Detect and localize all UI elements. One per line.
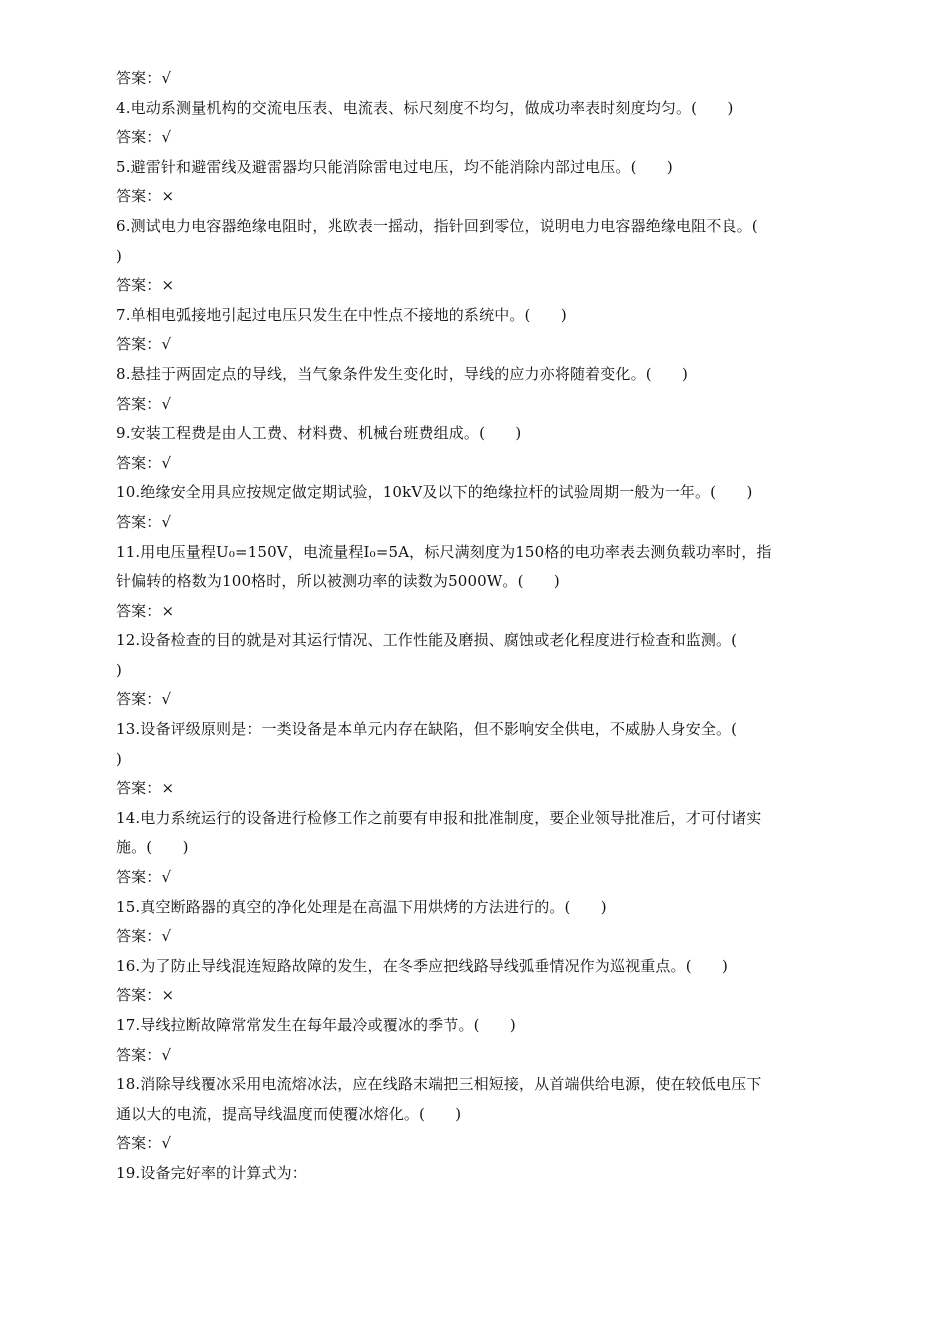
answer-line: 答案：√ (116, 512, 172, 531)
question-line: 5.避雷针和避雷线及避雷器均只能消除雷电过电压，均不能消除内部过电压。( ) (116, 157, 673, 176)
answer-line: 答案：× (116, 276, 175, 295)
question-line: 12.设备检查的目的就是对其运行情况、工作性能及磨损、腐蚀或老化程度进行检查和监测。( (116, 631, 738, 650)
question-line: 17.导线拉断故障常常发生在每年最冷或覆冰的季节。( ) (116, 1016, 516, 1034)
question-line: ) (116, 749, 123, 768)
answer-line: 答案：√ (116, 1134, 172, 1153)
question-line: 8.悬挂于两固定点的导线，当气象条件发生变化时，导线的应力亦将随着变化。( ) (116, 364, 689, 383)
question-line: 施。( ) (116, 838, 189, 857)
answer-line: 答案：√ (116, 394, 172, 413)
answer-line: 答案：√ (116, 690, 172, 709)
answer-line: 答案：√ (116, 868, 172, 887)
question-line: 18.消除导线覆冰采用电流熔冰法，应在线路末端把三相短接，从首端供给电源，使在较低电压下 (116, 1075, 762, 1094)
answer-line: 答案：× (116, 601, 175, 620)
answer-line: 答案：√ (116, 1045, 172, 1064)
question-line: 16.为了防止导线混连短路故障的发生，在冬季应把线路导线弧垂情况作为巡视重点。( ) (116, 956, 729, 975)
answer-line: 答案：√ (116, 69, 172, 87)
answer-line: 答案：√ (116, 128, 172, 147)
answer-line: 答案：× (116, 187, 175, 206)
question-line: 11.用电压量程U₀=150V，电流量程I₀=5A，标尺满刻度为150格的电功率表去测负载功率时，指 (116, 542, 772, 561)
answer-line: 答案：√ (116, 453, 172, 472)
answer-line: 答案：× (116, 986, 175, 1005)
question-line: 7.单相电弧接地引起过电压只发生在中性点不接地的系统中。( ) (116, 305, 567, 324)
document-page (116, 64, 832, 1189)
question-line: 10.绝缘安全用具应按规定做定期试验，10kV及以下的绝缘拉杆的试验周期一般为一年。( ) (116, 483, 753, 502)
answer-line: 答案：× (116, 779, 175, 798)
question-line: 6.测试电力电容器绝缘电阻时，兆欧表一摇动，指针回到零位，说明电力电容器绝缘电阻不良。( (116, 216, 758, 235)
question-line: 4.电动系测量机构的交流电压表、电流表、标尺刻度不均匀，做成功率表时刻度均匀。( ) (116, 98, 734, 117)
answer-line: 答案：√ (116, 335, 172, 354)
question-line: 13.设备评级原则是：一类设备是本单元内存在缺陷，但不影响安全供电，不威胁人身安全。( (116, 720, 738, 739)
question-line: ) (116, 246, 123, 265)
question-line: 14.电力系统运行的设备进行检修工作之前要有申报和批准制度，要企业领导批准后，才可付诸实 (116, 808, 762, 827)
question-line: 通以大的电流，提高导线温度而使覆冰熔化。( ) (116, 1104, 462, 1123)
question-line: 针偏转的格数为100格时，所以被测功率的读数为5000W。( ) (116, 572, 560, 591)
answer-line: 答案：√ (116, 927, 172, 946)
question-line: 15.真空断路器的真空的净化处理是在高温下用烘烤的方法进行的。( ) (116, 897, 607, 916)
question-line: ) (116, 660, 123, 679)
question-line: 9.安装工程费是由人工费、材料费、机械台班费组成。( ) (116, 424, 522, 443)
question-line: 19.设备完好率的计算式为： (116, 1163, 307, 1182)
